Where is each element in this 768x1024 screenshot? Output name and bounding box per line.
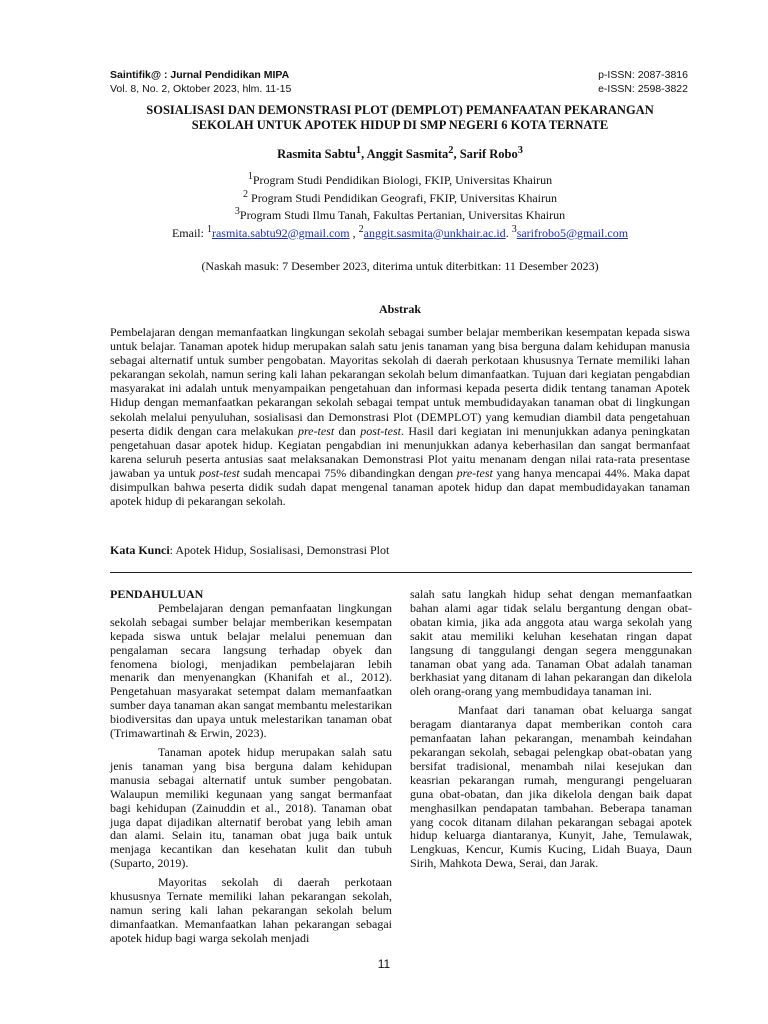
author-3: Sarif Robo	[459, 147, 518, 162]
section-heading: PENDAHULUAN	[110, 587, 204, 601]
author-1-sup: 1	[355, 145, 362, 156]
keywords	[110, 543, 690, 558]
issn-header	[598, 68, 688, 96]
affiliation-3: $^3$Program Studi Ilmu Tanah, Fakultas Pertanian, Universitas Khairun	[234, 206, 566, 222]
abstract-heading: Abstrak	[378, 302, 421, 316]
author-1: Rasmita Sabtu	[277, 147, 356, 162]
page-number: 11	[377, 957, 391, 971]
received-dates: (Naskah masuk: 7 Desember 2023, diterima untuk diterbitkan: 11 Desember 2023)	[201, 259, 599, 273]
paragraph: Mayoritas sekolah di daerah perkotaan khususnya Ternate memiliki lahan pekarangan sekolah, namun sering kali lahan pekarangan sekolah belum dimanfaatkan. Memanfaatkan lahan pekarangan sebagai apotek hidup bagi warga sekolah menjadi	[110, 875, 392, 945]
abstract-text: Pembelajaran dengan memanfaatkan lingkungan sekolah sebagai sumber belajar memberikan kesempatan kepada siswa untuk belajar. Tanaman apotek hidup merupakan salah satu jenis tanaman yang bisa berguna dalam kehidupan manusia sebagai alternatif untuk sumber pengobatan. Mayoritas sekolah di daerah perkotaan khususnya Ternate memiliki lahan pekarangan sekolah, namun sering kali lahan pekarangan sekolah belum dimanfaatkan. Tujuan dari kegiatan pengabdian masyarakat ini adalah untuk menyampaikan pengetahuan dan informasi kepada peserta didik tentang tanaman Apotek Hidup dengan memanfaatkan pekarangan sekolah sebagai tempat untuk membudidayakan tanaman obat di lingkungan sekolah melalui penyuluhan, sosialisasi dan Demonstrasi Plot (DEMPLOT) yang kemudian diambil data pengetahuan peserta didik dengan cara melakukan pre-test dan post-test. Hasil dari kegiatan ini menunjukkan adanya peningkatan pengetahuan dasar apotek hidup. Kegiatan pengabdian ini menunjukkan adanya keberhasilan dan sangat bermanfaat karena seluruh peserta antusias saat melaksanakan Demonstrasi Plot yaitu menanam dengan nilai rata-rata presentase jawaban ya untuk post-test sudah mencapai 75% dibandingkan dengan pre-test yang hanya mencapai 44%. Maka dapat disimpulkan bahwa peserta didik sudah dapat mengenal tanaman apotek hidup dan dapat membudidayakan tanaman apotek hidup di pekarangan sekolah.	[110, 325, 691, 509]
paper-title	[110, 103, 690, 133]
email-line: Email: $^1$rasmita.sabtu92@gmail.com , $^2$anggit.sasmita@unkhair.ac.id. $^3$sarifrobo5@gmail.com	[171, 223, 629, 240]
author-2-sup: 2	[448, 145, 454, 156]
paragraph: Pembelajaran dengan pemanfaatan lingkungan sekolah sebagai sumber belajar memberikan kesempatan kepada siswa untuk belajar melalui penemuan dan pengalaman secara langsung terhadap obyek dan fenomena biologi, menjadikan pembelajaran lebih menarik dan menyenangkan (Khanifah et al., 2012). Pengetahuan masyarakat setempat dalam memanfaatkan sumber daya tanaman akan sangat membantu melestarikan biodiversitas dan upaya untuk melestarikan tanaman obat (Trimawartinah & Erwin, 2023).	[110, 600, 392, 741]
journal-volume: Vol. 8, No. 2, Oktober 2023, hlm. 11-15	[110, 83, 292, 95]
divider	[110, 572, 692, 573]
author-2: Anggit Sasmita	[366, 147, 449, 162]
title-line-1: SOSIALISASI DAN DEMONSTRASI PLOT (DEMPLOT) PEMANFAATAN PEKARANGAN	[146, 103, 654, 117]
keywords-value: : Apotek Hidup, Sosialisasi, Demonstrasi Plot	[169, 543, 390, 557]
keywords-label: Kata Kunci	[110, 543, 170, 557]
paragraph: salah satu langkah hidup sehat dengan memanfaatkan bahan alami agar tidak selalu bergantung dengan obat-obatan kimia, jika ada anggota atau warga sekolah yang sakit atau memiliki keluhan kesehatan ringan dapat langsung di tanggulangi dengan segera menggunakan tanaman obat yang ada. Tanaman Obat adalah tanaman berkhasiat yang ditanam di lahan pekarangan dan dikelola oleh orang-orang yang membudidaya tanaman ini.	[410, 587, 692, 699]
author-list: Rasmita Sabtu$^1$, Anggit Sasmita$^2$, Sarif Robo$^3$	[277, 145, 523, 162]
body-column-right	[410, 588, 692, 871]
affiliations	[110, 170, 690, 240]
p-issn: p-ISSN: 2087-3816	[598, 69, 688, 81]
paragraph: Tanaman apotek hidup merupakan salah satu jenis tanaman yang bisa berguna dalam kehidupan manusia sebagai alternatif untuk sumber pengobatan. Walaupun memiliki kegunaan yang sangat bermanfaat bagi kehidupan (Zainuddin et al., 2018). Tanaman obat juga dapat dijadikan alternatif berobat yang lebih aman dan alami. Selain itu, tanaman obat juga baik untuk menjaga kecantikan dan kesehatan kulit dan tubuh (Suparto, 2019).	[110, 744, 392, 871]
email-link-2[interactable]: anggit.sasmita@unkhair.ac.id	[363, 225, 506, 240]
journal-header	[110, 68, 291, 96]
email-link-1[interactable]: rasmita.sabtu92@gmail.com	[211, 225, 350, 240]
affiliation-2: $^2$ Program Studi Pendidikan Geografi, FKIP, Universitas Khairun	[243, 188, 557, 205]
email-label: Email:	[171, 225, 204, 240]
affiliation-1: $^1$Program Studi Pendidikan Biologi, FKIP, Universitas Khairun	[247, 171, 553, 187]
title-line-2: SEKOLAH UNTUK APOTEK HIDUP DI SMP NEGERI 6 KOTA TERNATE	[191, 118, 609, 132]
paragraph: Manfaat dari tanaman obat keluarga sangat beragam diantaranya dapat memberikan contoh cara pemanfaatan lahan pekarangan, menambah keindahan pekarangan sekolah, sebagai pelengkap obat-obatan yang bersifat tradisional, menambah nilai kesejukan dan keasrian pekarangan rumah, mengurangi pengeluaran guna obat-obatan, dan jika dikelola dengan baik dapat menghasilkan pendapatan tambahan. Beberapa tanaman yang cocok ditanam dilahan pekarangan sebagai apotek hidup keluarga diantaranya, Kunyit, Jahe, Temulawak, Lengkuas, Kencur, Kumis Kucing, Lidah Buaya, Daun Sirih, Mahkota Dewa, Serai, dan Jarak.	[410, 703, 692, 871]
body-column-left	[110, 588, 392, 946]
author-3-sup: 3	[517, 145, 523, 156]
e-issn: e-ISSN: 2598-3822	[598, 83, 688, 95]
email-link-3[interactable]: sarifrobo5@gmail.com	[516, 225, 629, 240]
journal-name: Saintifik@ : Jurnal Pendidikan MIPA	[110, 69, 290, 81]
